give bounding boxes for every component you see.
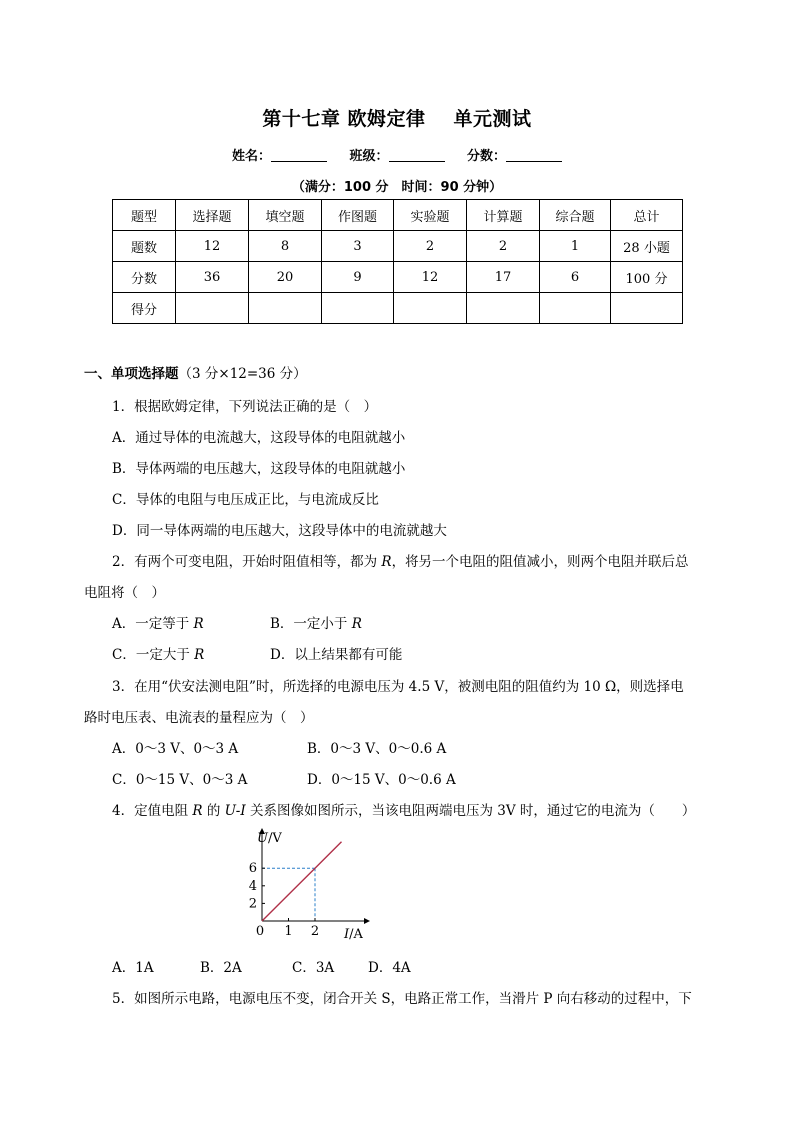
q2-option-c-text: C．一定大于 xyxy=(112,647,195,663)
q4-option-d: D．4A xyxy=(368,960,411,976)
q2-option-c xyxy=(112,643,204,663)
table-cell: 17 xyxy=(467,262,540,293)
score-field[interactable] xyxy=(506,147,562,162)
y-tick-label: 4 xyxy=(248,878,257,894)
table-cell: 28 小题 xyxy=(611,231,683,262)
table-cell: 综合题 xyxy=(540,200,611,231)
q2-option-a-text: A．一定等于 xyxy=(112,616,194,632)
x-tick-label: 0 xyxy=(255,924,265,939)
table-row xyxy=(113,231,683,262)
table-cell: 实验题 xyxy=(394,200,467,231)
q2-var-r: R xyxy=(381,554,392,570)
q2-stem-line2: 电阻将（ ） xyxy=(84,585,165,601)
q4-var-r: R xyxy=(192,803,203,819)
q2-stem-line1 xyxy=(112,550,689,570)
score-label: 分数： xyxy=(467,149,507,164)
q3-option-b: B．0～3 V、0～0.6 A xyxy=(307,741,447,757)
q3-option-c: C．0～15 V、0～3 A xyxy=(112,772,248,788)
table-row xyxy=(113,293,683,324)
title-unit-test: 单元测试 xyxy=(453,108,532,130)
table-cell: 填空题 xyxy=(249,200,322,231)
table-cell: 作图题 xyxy=(322,200,394,231)
q3-option-d: D．0～15 V、0～0.6 A xyxy=(307,772,456,788)
section-title: 一、单项选择题 xyxy=(84,366,179,382)
q1-option-a: A．通过导体的电流越大，这段导体的电阻就越小 xyxy=(112,430,406,446)
table-cell: 2 xyxy=(394,231,467,262)
table-cell: 总计 xyxy=(611,200,683,231)
name-field[interactable] xyxy=(271,147,327,162)
x-tick-label: 1 xyxy=(284,924,293,939)
table-cell: 20 xyxy=(249,262,322,293)
title-chapter: 第十七章 欧姆定律 xyxy=(262,108,426,130)
table-cell: 100 分 xyxy=(611,262,683,293)
table-cell[interactable] xyxy=(249,293,322,324)
student-info-row xyxy=(0,145,794,164)
q2-option-d: D．以上结果都有可能 xyxy=(270,647,403,663)
x-axis-label: I/A xyxy=(344,927,363,942)
ui-graph xyxy=(240,826,370,944)
table-cell: 9 xyxy=(322,262,394,293)
x-tick-label: 2 xyxy=(310,924,320,939)
q1-option-d: D．同一导体两端的电压越大，这段导体中的电流就越大 xyxy=(112,523,447,539)
score-table xyxy=(112,199,683,324)
q3-stem-line1: 3．在用“伏安法测电阻”时，所选择的电源电压为 4.5 V，被测电阻的阻值约为 10 Ω，则选择电 xyxy=(112,679,684,695)
q1-stem: 1．根据欧姆定律，下列说法正确的是（ ） xyxy=(112,399,378,415)
table-cell[interactable] xyxy=(611,293,683,324)
q2-stem-text-2: ，将另一个电阻的阻值减小，则两个电阻并联后总 xyxy=(391,554,689,570)
table-cell: 12 xyxy=(394,262,467,293)
table-cell: 12 xyxy=(176,231,249,262)
q4-stem xyxy=(112,799,695,819)
q4-option-c: C．3A xyxy=(292,960,335,976)
q4-stem-text-3: 关系图像如图所示，当该电阻两端电压为 3V 时，通过它的电流为（ ） xyxy=(245,803,696,819)
name-label: 姓名： xyxy=(231,149,271,164)
table-cell: 计算题 xyxy=(467,200,540,231)
page-title xyxy=(0,104,794,131)
q4-option-b: B．2A xyxy=(200,960,242,976)
table-cell: 3 xyxy=(322,231,394,262)
q3-option-a: A．0～3 V、0～3 A xyxy=(112,741,239,757)
table-cell[interactable] xyxy=(176,293,249,324)
section-note: （3 分×12=36 分） xyxy=(178,366,307,382)
y-tick-label: 2 xyxy=(248,896,257,912)
table-cell[interactable] xyxy=(540,293,611,324)
table-cell[interactable] xyxy=(394,293,467,324)
table-cell: 2 xyxy=(467,231,540,262)
q5-stem: 5．如图所示电路，电源电压不变，闭合开关 S，电路正常工作，当滑片 P 向右移动的过程中，下 xyxy=(112,991,692,1007)
q4-stem-text-2: 的 xyxy=(202,803,225,819)
table-cell: 题型 xyxy=(113,200,176,231)
table-cell: 题数 xyxy=(113,231,176,262)
x-axis-arrow xyxy=(364,918,370,924)
table-cell[interactable] xyxy=(467,293,540,324)
table-cell: 6 xyxy=(540,262,611,293)
q2-option-a xyxy=(112,612,204,632)
table-cell: 36 xyxy=(176,262,249,293)
table-cell: 得分 xyxy=(113,293,176,324)
q3-stem-line2: 路时电压表、电流表的量程应为（ ） xyxy=(84,710,314,726)
table-row xyxy=(113,262,683,293)
table-cell: 1 xyxy=(540,231,611,262)
q4-option-a: A．1A xyxy=(112,960,154,976)
exam-meta: （满分：100 分 时间：90 分钟） xyxy=(291,180,503,195)
q2-var-r: R xyxy=(193,616,204,632)
q2-option-b-text: B．一定小于 xyxy=(270,616,352,632)
table-cell: 分数 xyxy=(113,262,176,293)
section-heading xyxy=(84,362,307,382)
table-cell: 选择题 xyxy=(176,200,249,231)
series-line xyxy=(262,842,342,921)
q1-option-c: C．导体的电阻与电压成正比，与电流成反比 xyxy=(112,492,379,508)
q2-var-r: R xyxy=(194,647,205,663)
class-label: 班级： xyxy=(349,149,389,164)
q2-option-b xyxy=(270,612,362,632)
q4-stem-text: 4．定值电阻 xyxy=(112,803,193,819)
table-cell[interactable] xyxy=(322,293,394,324)
y-tick-label: 6 xyxy=(248,861,257,877)
q4-var-ui: U-I xyxy=(224,803,246,819)
class-field[interactable] xyxy=(389,147,445,162)
y-axis-label: U/V xyxy=(257,831,282,846)
q2-stem-text: 2．有两个可变电阻，开始时阻值相等，都为 xyxy=(112,554,382,570)
table-row xyxy=(113,200,683,231)
q2-var-r: R xyxy=(351,616,362,632)
q1-option-b: B．导体两端的电压越大，这段导体的电阻就越小 xyxy=(112,461,406,477)
table-cell: 8 xyxy=(249,231,322,262)
